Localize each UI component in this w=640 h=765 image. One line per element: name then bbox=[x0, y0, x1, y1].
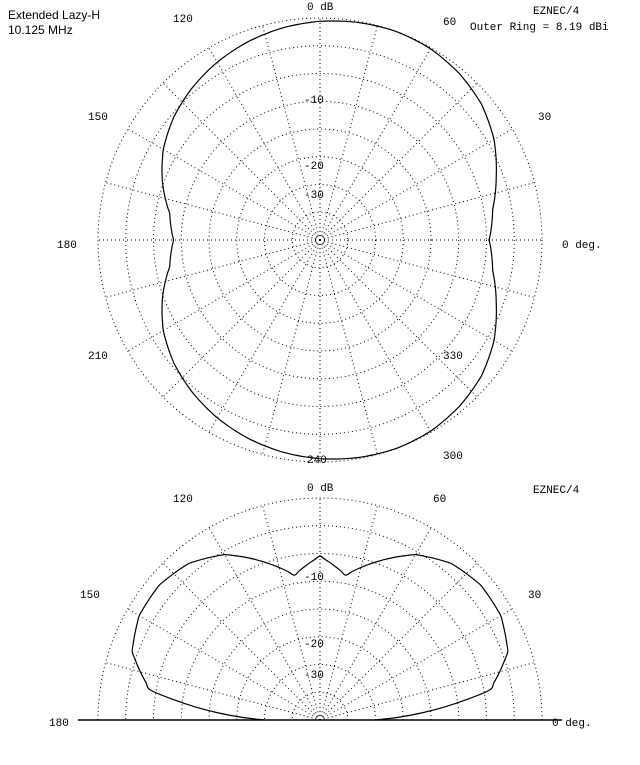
el-label-60: 60 bbox=[433, 494, 447, 506]
azimuth-grid-spoke bbox=[263, 26, 320, 240]
az-label-210: 210 bbox=[88, 351, 108, 363]
azimuth-grid-spoke bbox=[320, 26, 377, 240]
az-label-300: 300 bbox=[443, 451, 463, 463]
az-label-120: 120 bbox=[173, 14, 193, 26]
az-label-60: 60 bbox=[443, 17, 457, 29]
azimuth-grid-spoke bbox=[128, 129, 320, 240]
elevation-grid-spoke bbox=[128, 609, 320, 720]
az-label-180: 180 bbox=[57, 240, 77, 252]
azimuth-grid-spoke bbox=[320, 240, 477, 397]
az-ring-label-minus30: -30 bbox=[304, 190, 324, 202]
elevation-plot bbox=[0, 480, 640, 765]
elevation-grid-spoke bbox=[320, 609, 512, 720]
antenna-frequency: 10.125 MHz bbox=[8, 23, 73, 37]
azimuth-grid-spoke bbox=[320, 129, 512, 240]
elevation-grid-ring bbox=[126, 526, 515, 720]
az-ring-label-minus20: -20 bbox=[304, 161, 324, 173]
az-label-150: 150 bbox=[88, 112, 108, 124]
azimuth-grid-spoke bbox=[320, 240, 534, 297]
el-ring-label-minus30: -30 bbox=[304, 670, 324, 682]
elevation-polar-graph bbox=[0, 480, 640, 765]
el-label-150: 150 bbox=[80, 590, 100, 602]
azimuth-grid-spoke bbox=[320, 240, 377, 454]
azimuth-grid-spoke bbox=[320, 83, 477, 240]
antenna-name: Extended Lazy-H bbox=[8, 8, 101, 22]
azimuth-pattern-curve bbox=[162, 21, 496, 459]
el-ring-label-0db: 0 dB bbox=[307, 483, 334, 495]
az-label-330: 330 bbox=[443, 351, 463, 363]
azimuth-grid-spoke bbox=[320, 183, 534, 240]
antenna-title-block bbox=[8, 8, 100, 38]
el-label-120: 120 bbox=[173, 494, 193, 506]
azimuth-grid-spoke bbox=[163, 240, 320, 397]
el-label-30: 30 bbox=[528, 590, 542, 602]
az-label-30: 30 bbox=[538, 112, 552, 124]
az-label-0: 0 deg. bbox=[562, 240, 602, 252]
outer-ring-label: Outer Ring = 8.19 dBi bbox=[470, 22, 609, 34]
azimuth-grid-spoke bbox=[263, 240, 320, 454]
elevation-grid-spoke bbox=[163, 563, 320, 720]
elevation-grid-spoke bbox=[263, 506, 320, 720]
azimuth-grid-spoke bbox=[128, 240, 320, 351]
az-label-240: 240 bbox=[307, 455, 327, 467]
azimuth-grid-spoke bbox=[106, 240, 320, 297]
az-label-90: 0 dB bbox=[307, 2, 334, 14]
el-ring-label-minus10: -10 bbox=[304, 572, 324, 584]
el-ring-label-minus20: -20 bbox=[304, 639, 324, 651]
az-ring-label-minus10: -10 bbox=[304, 95, 324, 107]
elevation-grid-spoke bbox=[320, 506, 377, 720]
el-label-0: 0 deg. bbox=[552, 718, 592, 730]
azimuth-grid-spoke bbox=[163, 83, 320, 240]
azimuth-grid-spoke bbox=[106, 183, 320, 240]
azimuth-grid-spoke bbox=[320, 240, 512, 351]
elevation-grid-spoke bbox=[320, 563, 477, 720]
program-name-elevation: EZNEC/4 bbox=[533, 485, 580, 497]
el-label-180: 180 bbox=[49, 718, 69, 730]
program-name-azimuth: EZNEC/4 bbox=[533, 6, 580, 18]
